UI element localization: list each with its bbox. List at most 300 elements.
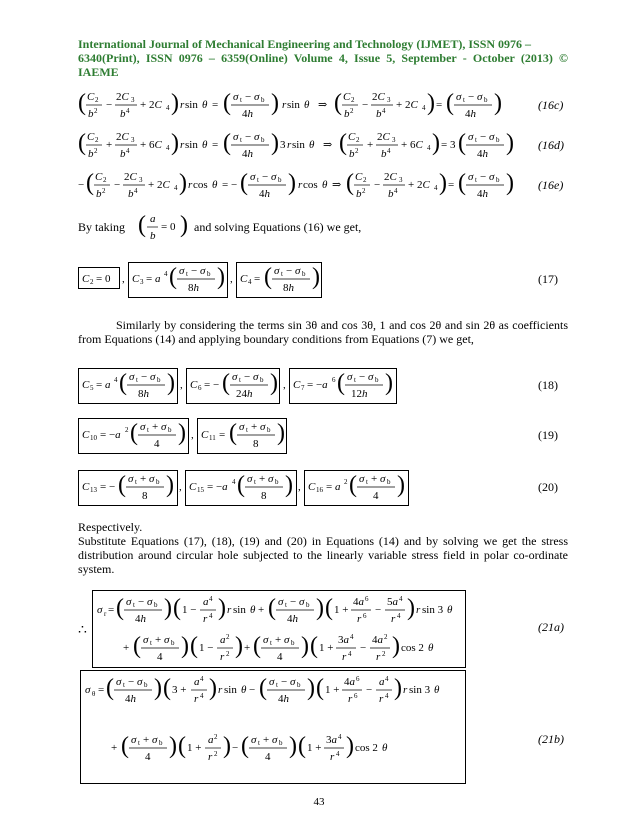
svg-text:2: 2 bbox=[214, 733, 218, 741]
svg-text:σ: σ bbox=[254, 91, 260, 103]
svg-text:σ: σ bbox=[232, 371, 238, 383]
svg-text:C: C bbox=[190, 379, 198, 391]
svg-text:θ: θ bbox=[241, 684, 247, 696]
svg-text:,: , bbox=[191, 429, 194, 441]
svg-text:(: ( bbox=[337, 370, 345, 396]
svg-text:σ: σ bbox=[200, 265, 206, 277]
svg-text:4: 4 bbox=[336, 750, 340, 758]
svg-text:r: r bbox=[298, 179, 303, 191]
svg-text:t: t bbox=[366, 478, 368, 486]
svg-text:1 −: 1 − bbox=[199, 642, 214, 654]
svg-text:r: r bbox=[403, 684, 408, 696]
svg-text:= a: = a bbox=[96, 379, 111, 391]
svg-text:4: 4 bbox=[427, 144, 431, 152]
svg-text:r: r bbox=[227, 604, 232, 616]
equation-16d bbox=[78, 128, 578, 162]
svg-text:13: 13 bbox=[90, 486, 97, 494]
svg-text:+: + bbox=[275, 634, 282, 646]
svg-text:8: 8 bbox=[142, 490, 148, 502]
svg-text:b: b bbox=[159, 739, 163, 747]
svg-text:b: b bbox=[207, 270, 211, 278]
svg-text:C: C bbox=[201, 429, 209, 441]
similarly-paragraph: Similarly by considering the terms sin 3θ and cos 3θ, 1 and cos 2θ and sin 2θ as coefficients from Equations (14) and applying boundary conditions from Equations (7) we get, bbox=[78, 318, 568, 346]
svg-text:b: b bbox=[349, 148, 355, 160]
svg-text:σ: σ bbox=[263, 634, 269, 646]
svg-text:): ) bbox=[154, 675, 162, 701]
svg-text:2: 2 bbox=[95, 136, 99, 144]
svg-text:t: t bbox=[246, 426, 248, 434]
equation-number: (21a) bbox=[538, 620, 564, 634]
svg-text:1 −: 1 − bbox=[182, 604, 197, 616]
svg-text:σ: σ bbox=[126, 596, 132, 608]
svg-text:θ: θ bbox=[202, 99, 208, 111]
svg-text:−: − bbox=[290, 596, 297, 608]
svg-text:b: b bbox=[96, 188, 102, 200]
svg-text:2: 2 bbox=[95, 96, 99, 104]
svg-text:σ: σ bbox=[233, 91, 239, 103]
svg-text:r: r bbox=[391, 613, 396, 625]
svg-text:): ) bbox=[218, 595, 226, 621]
svg-text:): ) bbox=[506, 130, 514, 156]
svg-text:1 +: 1 + bbox=[307, 742, 322, 754]
svg-text:σ: σ bbox=[128, 473, 134, 485]
svg-text:4: 4 bbox=[200, 675, 204, 683]
svg-text:σ: σ bbox=[164, 634, 170, 646]
svg-text:): ) bbox=[167, 370, 175, 396]
svg-text:+ 2C: + 2C bbox=[408, 179, 430, 191]
svg-text:C: C bbox=[87, 91, 95, 103]
svg-text:4: 4 bbox=[385, 692, 389, 700]
svg-text:b: b bbox=[387, 478, 391, 486]
svg-text:): ) bbox=[217, 264, 225, 290]
svg-text:(: ( bbox=[237, 472, 245, 498]
svg-text:+: + bbox=[371, 473, 378, 485]
svg-text:2: 2 bbox=[94, 107, 98, 115]
svg-text:3: 3 bbox=[280, 139, 286, 151]
svg-text:(: ( bbox=[169, 264, 177, 290]
svg-text:b: b bbox=[261, 96, 265, 104]
svg-text:−: − bbox=[375, 604, 382, 616]
svg-text:(: ( bbox=[86, 170, 94, 196]
svg-text:−: − bbox=[244, 371, 251, 383]
svg-text:2: 2 bbox=[363, 176, 367, 184]
svg-text:(: ( bbox=[349, 472, 357, 498]
a-over-b-math bbox=[138, 210, 188, 244]
svg-text:b: b bbox=[375, 376, 379, 384]
svg-text:(: ( bbox=[130, 420, 138, 446]
svg-text:σ: σ bbox=[129, 371, 135, 383]
svg-text:−: − bbox=[128, 676, 135, 688]
svg-text:): ) bbox=[392, 633, 400, 659]
svg-text:−: − bbox=[286, 265, 293, 277]
svg-text:4: 4 bbox=[154, 438, 160, 450]
svg-text:sin: sin bbox=[185, 99, 198, 111]
svg-text:σ: σ bbox=[269, 676, 275, 688]
svg-text:): ) bbox=[506, 170, 514, 196]
svg-text:3: 3 bbox=[140, 278, 144, 286]
svg-text:σ: σ bbox=[380, 473, 386, 485]
svg-text:): ) bbox=[312, 264, 320, 290]
svg-text:b: b bbox=[376, 108, 382, 120]
svg-text:4: 4 bbox=[200, 692, 204, 700]
svg-text:3 +: 3 + bbox=[172, 684, 187, 696]
equation-19 bbox=[78, 418, 578, 452]
svg-text:): ) bbox=[271, 90, 279, 116]
box-c10 bbox=[78, 418, 189, 454]
svg-text:−: − bbox=[78, 179, 85, 191]
svg-text:b: b bbox=[496, 176, 500, 184]
box-c15 bbox=[185, 470, 297, 506]
svg-text:−: − bbox=[249, 684, 256, 696]
svg-text:24h: 24h bbox=[236, 388, 253, 400]
svg-text:t: t bbox=[285, 601, 287, 609]
svg-text:t: t bbox=[475, 136, 477, 144]
svg-text:): ) bbox=[171, 130, 179, 156]
svg-text:−: − bbox=[191, 265, 198, 277]
svg-text:r: r bbox=[376, 651, 381, 663]
svg-text:6: 6 bbox=[332, 376, 336, 384]
svg-text:r: r bbox=[379, 693, 384, 705]
svg-text:2: 2 bbox=[226, 650, 230, 658]
svg-text:(: ( bbox=[310, 633, 318, 659]
svg-text:+ 6C: + 6C bbox=[140, 139, 162, 151]
svg-text:(: ( bbox=[119, 370, 127, 396]
svg-text:C: C bbox=[308, 481, 316, 493]
svg-text:2: 2 bbox=[103, 176, 107, 184]
svg-text:): ) bbox=[235, 633, 243, 659]
svg-text:θ: θ bbox=[212, 179, 218, 191]
svg-text:(: ( bbox=[253, 633, 261, 659]
svg-text:1 +: 1 + bbox=[187, 742, 202, 754]
svg-text:σ: σ bbox=[116, 676, 122, 688]
svg-text:4h: 4h bbox=[125, 693, 136, 705]
box-c13 bbox=[78, 470, 178, 506]
svg-text:11: 11 bbox=[209, 434, 216, 442]
svg-text:b: b bbox=[154, 601, 158, 609]
svg-text:sin: sin bbox=[185, 139, 198, 151]
equation-20 bbox=[78, 470, 578, 504]
svg-text:): ) bbox=[178, 420, 186, 446]
box-c7 bbox=[289, 368, 397, 404]
svg-text:σ: σ bbox=[85, 684, 91, 696]
svg-text:= −: = − bbox=[100, 481, 116, 493]
equation-21a-math bbox=[93, 591, 465, 667]
svg-text:−: − bbox=[245, 91, 252, 103]
svg-text:r: r bbox=[208, 751, 213, 763]
svg-text:7: 7 bbox=[301, 384, 305, 392]
svg-text:(: ( bbox=[222, 370, 230, 396]
svg-text:4: 4 bbox=[338, 733, 342, 741]
svg-text:−: − bbox=[245, 131, 252, 143]
svg-text:+: + bbox=[143, 734, 150, 746]
svg-text:r: r bbox=[330, 751, 335, 763]
svg-text:−: − bbox=[374, 179, 381, 191]
svg-text:): ) bbox=[169, 733, 177, 759]
svg-text:θ: θ bbox=[447, 604, 453, 616]
svg-text:r: r bbox=[282, 99, 287, 111]
svg-text:t: t bbox=[135, 478, 137, 486]
svg-text:4: 4 bbox=[399, 595, 403, 603]
svg-text:4: 4 bbox=[157, 651, 163, 663]
svg-text:(: ( bbox=[268, 595, 276, 621]
svg-text:t: t bbox=[354, 376, 356, 384]
svg-text:2: 2 bbox=[362, 187, 366, 195]
svg-text:t: t bbox=[281, 270, 283, 278]
equation-16e bbox=[78, 168, 578, 202]
svg-text:σ: σ bbox=[468, 131, 474, 143]
svg-text:16: 16 bbox=[316, 486, 323, 494]
svg-text:−: − bbox=[262, 171, 269, 183]
equation-number: (20) bbox=[538, 480, 558, 494]
svg-text:4: 4 bbox=[373, 490, 379, 502]
svg-text:= −: = − bbox=[204, 379, 220, 391]
svg-text:b: b bbox=[171, 639, 175, 647]
svg-text:4: 4 bbox=[126, 107, 130, 115]
svg-text:): ) bbox=[494, 90, 502, 116]
svg-text:8: 8 bbox=[261, 490, 267, 502]
svg-text:σ: σ bbox=[152, 734, 158, 746]
svg-text:5: 5 bbox=[90, 384, 94, 392]
equation-21b-math bbox=[81, 671, 465, 783]
svg-text:−: − bbox=[480, 131, 487, 143]
svg-text:(: ( bbox=[223, 130, 231, 156]
svg-text:sin: sin bbox=[233, 604, 246, 616]
svg-text:+: + bbox=[111, 742, 118, 754]
svg-text:σ: σ bbox=[247, 473, 253, 485]
svg-text:b: b bbox=[275, 478, 279, 486]
svg-text:+: + bbox=[123, 642, 130, 654]
svg-text:−: − bbox=[106, 99, 113, 111]
svg-text:b: b bbox=[168, 426, 172, 434]
svg-text:=: = bbox=[212, 139, 219, 151]
svg-text:3: 3 bbox=[392, 136, 396, 144]
svg-text:(: ( bbox=[138, 212, 146, 238]
svg-text:+ 2C: + 2C bbox=[148, 179, 170, 191]
svg-text:= −a: = −a bbox=[307, 379, 328, 391]
svg-text:C: C bbox=[240, 273, 248, 285]
svg-text:(: ( bbox=[229, 420, 237, 446]
svg-text:8: 8 bbox=[253, 438, 259, 450]
svg-text:b: b bbox=[381, 148, 387, 160]
svg-text:4a: 4a bbox=[344, 676, 355, 688]
svg-text:4h: 4h bbox=[477, 148, 488, 160]
svg-text:C: C bbox=[95, 171, 103, 183]
svg-text:b: b bbox=[120, 108, 126, 120]
equation-16d-math bbox=[78, 128, 528, 162]
svg-text:b: b bbox=[344, 108, 350, 120]
svg-text:t: t bbox=[123, 681, 125, 689]
svg-text:σ: σ bbox=[274, 265, 280, 277]
svg-text:+: + bbox=[140, 473, 147, 485]
svg-text:σ: σ bbox=[359, 473, 365, 485]
svg-text:): ) bbox=[181, 633, 189, 659]
svg-text:b: b bbox=[88, 148, 94, 160]
svg-text:a: a bbox=[150, 213, 156, 225]
svg-text:t: t bbox=[276, 681, 278, 689]
svg-text:−: − bbox=[468, 91, 475, 103]
equation-number: (21b) bbox=[538, 732, 564, 746]
svg-text:b: b bbox=[291, 639, 295, 647]
svg-text:C: C bbox=[343, 91, 351, 103]
equation-number: (17) bbox=[538, 272, 558, 286]
svg-text:θ: θ bbox=[434, 684, 440, 696]
svg-text:+: + bbox=[155, 634, 162, 646]
svg-text:(: ( bbox=[223, 90, 231, 116]
svg-text:C: C bbox=[82, 273, 90, 285]
svg-text:2: 2 bbox=[90, 278, 94, 286]
svg-text:3: 3 bbox=[131, 136, 135, 144]
svg-text:C: C bbox=[189, 481, 197, 493]
svg-text:2: 2 bbox=[226, 633, 230, 641]
svg-text:−: − bbox=[141, 371, 148, 383]
svg-text:=: = bbox=[219, 429, 226, 441]
svg-text:=: = bbox=[436, 99, 443, 111]
svg-text:t: t bbox=[239, 376, 241, 384]
svg-text:4h: 4h bbox=[259, 188, 270, 200]
svg-text:=: = bbox=[448, 179, 455, 191]
svg-text:2: 2 bbox=[344, 478, 348, 486]
svg-text:8h: 8h bbox=[283, 282, 294, 294]
svg-text:b: b bbox=[302, 270, 306, 278]
svg-text:b: b bbox=[260, 376, 264, 384]
svg-text:2: 2 bbox=[351, 96, 355, 104]
svg-text:r: r bbox=[180, 139, 185, 151]
svg-text:4: 4 bbox=[397, 612, 401, 620]
svg-text:): ) bbox=[270, 370, 278, 396]
equation-21b-frame bbox=[80, 670, 466, 784]
svg-text:+: + bbox=[259, 473, 266, 485]
svg-text:=: = bbox=[98, 684, 105, 696]
svg-text:θ: θ bbox=[202, 139, 208, 151]
svg-text:(: ( bbox=[458, 130, 466, 156]
svg-text:6: 6 bbox=[365, 595, 369, 603]
svg-text:σ: σ bbox=[489, 171, 495, 183]
svg-text:σ: σ bbox=[272, 734, 278, 746]
svg-text:): ) bbox=[346, 733, 354, 759]
svg-text:t: t bbox=[240, 96, 242, 104]
svg-text:b: b bbox=[144, 681, 148, 689]
svg-text:4: 4 bbox=[114, 376, 118, 384]
svg-text:1 +: 1 + bbox=[325, 684, 340, 696]
svg-text:σ: σ bbox=[97, 604, 103, 616]
svg-text:): ) bbox=[223, 733, 231, 759]
svg-text:t: t bbox=[270, 639, 272, 647]
svg-text:−: − bbox=[480, 171, 487, 183]
svg-text:(: ( bbox=[316, 675, 324, 701]
svg-text:C: C bbox=[82, 429, 90, 441]
svg-text:(: ( bbox=[298, 733, 306, 759]
svg-text:,: , bbox=[283, 379, 286, 391]
svg-text:4: 4 bbox=[265, 751, 271, 763]
svg-text:r: r bbox=[104, 610, 107, 618]
box-c4 bbox=[236, 262, 322, 298]
svg-text:12h: 12h bbox=[351, 388, 368, 400]
svg-text:θ: θ bbox=[92, 690, 96, 698]
svg-text:= a: = a bbox=[326, 481, 341, 493]
svg-text:+ 6C: + 6C bbox=[401, 139, 423, 151]
svg-text:(: ( bbox=[241, 733, 249, 759]
svg-text:σ: σ bbox=[147, 596, 153, 608]
svg-text:10: 10 bbox=[90, 434, 97, 442]
svg-text:b: b bbox=[388, 188, 394, 200]
svg-text:2C: 2C bbox=[377, 131, 390, 143]
svg-text:(: ( bbox=[325, 595, 333, 621]
svg-text:a: a bbox=[203, 596, 209, 608]
svg-text:sin: sin bbox=[224, 684, 237, 696]
svg-text:= 3: = 3 bbox=[441, 139, 456, 151]
equation-number: (18) bbox=[538, 378, 558, 392]
svg-text:): ) bbox=[397, 472, 405, 498]
svg-text:a: a bbox=[379, 676, 385, 688]
svg-text:t: t bbox=[257, 176, 259, 184]
equation-number: (19) bbox=[538, 428, 558, 442]
journal-header bbox=[78, 37, 568, 79]
svg-text:2: 2 bbox=[384, 633, 388, 641]
svg-text:4: 4 bbox=[385, 675, 389, 683]
svg-text:2C: 2C bbox=[384, 171, 397, 183]
svg-text:3: 3 bbox=[139, 176, 143, 184]
svg-text:4h: 4h bbox=[287, 613, 298, 625]
svg-text:−: − bbox=[362, 99, 369, 111]
svg-text:): ) bbox=[271, 130, 279, 156]
svg-text:= 0: = 0 bbox=[96, 273, 111, 285]
svg-text:4: 4 bbox=[382, 107, 386, 115]
svg-text:,: , bbox=[298, 481, 301, 493]
by-taking-line bbox=[78, 210, 578, 244]
svg-text:2C: 2C bbox=[124, 171, 137, 183]
svg-text:2C: 2C bbox=[116, 91, 129, 103]
svg-text:(: ( bbox=[346, 170, 354, 196]
svg-text:4: 4 bbox=[166, 144, 170, 152]
svg-text:σ: σ bbox=[299, 596, 305, 608]
svg-text:σ: σ bbox=[239, 421, 245, 433]
svg-text:2C: 2C bbox=[116, 131, 129, 143]
svg-text:4: 4 bbox=[145, 751, 151, 763]
page-number: 43 bbox=[313, 796, 325, 808]
svg-text:): ) bbox=[439, 170, 447, 196]
svg-text:4: 4 bbox=[394, 187, 398, 195]
svg-text:4h: 4h bbox=[242, 148, 253, 160]
svg-text:C: C bbox=[132, 273, 140, 285]
svg-text:(: ( bbox=[240, 170, 248, 196]
svg-text:4: 4 bbox=[174, 184, 178, 192]
svg-text:θ: θ bbox=[304, 99, 310, 111]
svg-text:a: a bbox=[208, 734, 214, 746]
box-c3 bbox=[128, 262, 228, 298]
equation-number: (16e) bbox=[538, 178, 564, 192]
svg-text:r: r bbox=[287, 139, 292, 151]
svg-text:,: , bbox=[179, 481, 182, 493]
svg-text:): ) bbox=[164, 595, 172, 621]
svg-text:C: C bbox=[293, 379, 301, 391]
svg-text:4a: 4a bbox=[353, 596, 364, 608]
svg-text:+ 2C: + 2C bbox=[396, 99, 418, 111]
svg-text:3: 3 bbox=[399, 176, 403, 184]
svg-text:r: r bbox=[348, 693, 353, 705]
svg-text:σ: σ bbox=[260, 421, 266, 433]
svg-text:= a: = a bbox=[146, 273, 161, 285]
svg-text:−: − bbox=[232, 742, 239, 754]
svg-text:): ) bbox=[209, 675, 217, 701]
svg-text:t: t bbox=[254, 478, 256, 486]
svg-text:−: − bbox=[138, 596, 145, 608]
svg-text:C: C bbox=[348, 131, 356, 143]
svg-text:=: = bbox=[254, 273, 261, 285]
svg-text:): ) bbox=[289, 733, 297, 759]
svg-text:6: 6 bbox=[356, 675, 360, 683]
svg-text:1 +: 1 + bbox=[334, 604, 349, 616]
svg-text:4: 4 bbox=[248, 278, 252, 286]
